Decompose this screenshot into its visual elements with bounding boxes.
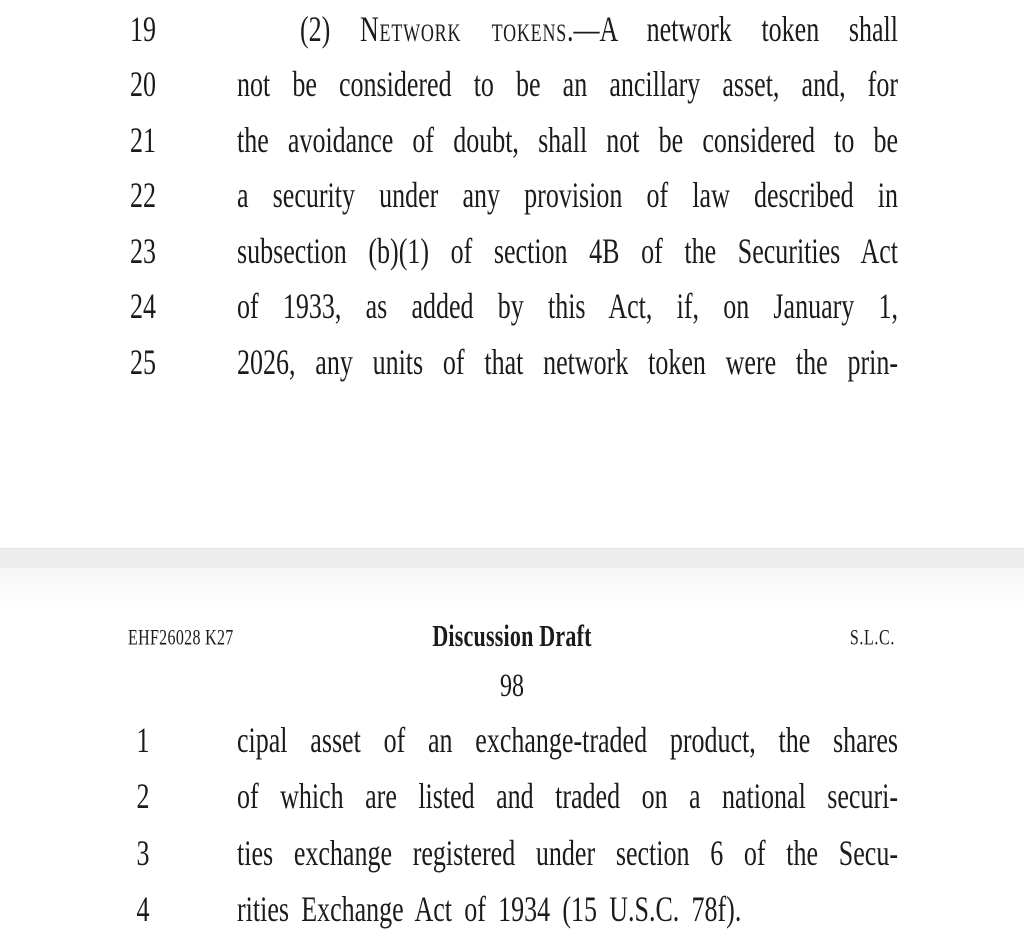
clause-heading: Network tokens — [360, 9, 568, 50]
document-line — [0, 9, 1024, 51]
line-text: the avoidance of doubt, shall not be considered to be — [237, 120, 898, 161]
line-text: of which are listed and traded on a national securi- — [237, 776, 898, 817]
document-line — [0, 175, 1024, 217]
line-number: 21 — [130, 120, 156, 161]
line-number: 1 — [136, 720, 150, 761]
document-line — [0, 231, 1024, 273]
document-line — [0, 120, 1024, 162]
line-text — [237, 9, 898, 50]
line-number: 25 — [130, 342, 156, 383]
line-text: subsection (b)(1) of section 4B of the Securities Act — [237, 231, 898, 272]
doc-classification: S.L.C. — [849, 626, 895, 651]
line-text: ties exchange registered under section 6 of the Secu- — [237, 833, 898, 874]
document-line — [0, 64, 1024, 106]
line-number: 2 — [136, 776, 150, 817]
document-line — [0, 286, 1024, 328]
line-number: 4 — [136, 889, 150, 930]
line-text: of 1933, as added by this Act, if, on January 1, — [237, 286, 898, 327]
doc-title: Discussion Draft — [432, 618, 592, 653]
line-number: 24 — [130, 286, 156, 327]
line-text: 2026, any units of that network token were the prin- — [237, 342, 898, 383]
document-line — [0, 833, 1024, 875]
page-number: 98 — [500, 668, 524, 705]
line-number: 23 — [130, 231, 156, 272]
line-text: not be considered to be an ancillary asset, and, for — [237, 64, 898, 105]
line-text: rities Exchange Act of 1934 (15 U.S.C. 78f). — [237, 889, 742, 930]
line-number: 22 — [130, 175, 156, 216]
clause-text: .—A network token shall — [567, 9, 898, 50]
page-gap — [0, 548, 1024, 568]
document-line — [0, 720, 1024, 762]
doc-code: EHF26028 K27 — [128, 626, 234, 651]
page-98-region — [0, 568, 1024, 943]
line-number: 19 — [130, 9, 156, 50]
clause-number: (2) — [300, 9, 360, 50]
line-text: cipal asset of an exchange-traded product, the shares — [237, 720, 898, 761]
line-text: a security under any provision of law described in — [237, 175, 898, 216]
document-line — [0, 889, 1024, 931]
document-line — [0, 342, 1024, 384]
document-line — [0, 776, 1024, 818]
line-number: 20 — [130, 64, 156, 105]
line-number: 3 — [136, 833, 150, 874]
